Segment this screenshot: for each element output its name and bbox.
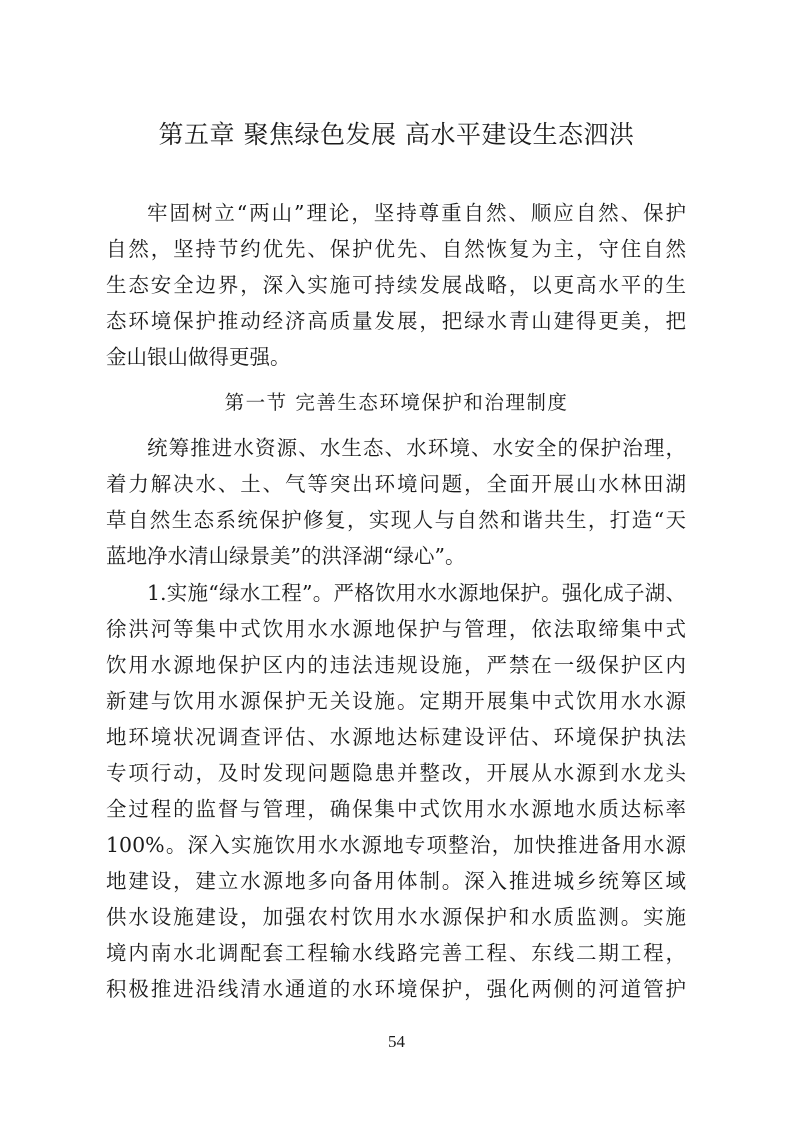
paragraph-line: 统筹推进水资源、水生态、水环境、水安全的保护治理， — [147, 436, 686, 460]
paragraph-line: 供水设施建设，加强农村饮用水水源保护和水质监测。实施 — [106, 905, 686, 929]
section-title: 第一节 完善生态环境保护和治理制度 — [224, 391, 569, 414]
paragraph-line: 生态安全边界，深入实施可持续发展战略，以更高水平的生 — [106, 273, 686, 297]
paragraph-line: 新建与饮用水源保护无关设施。定期开展集中式饮用水水源 — [106, 689, 686, 713]
paragraph-line: 全过程的监督与管理，确保集中式饮用水水源地水质达标率 — [106, 797, 686, 821]
item-1-paragraph — [106, 575, 686, 1007]
page-number: 54 — [388, 1032, 405, 1051]
paragraph-line: 100%。深入实施饮用水水源地专项整治，加快推进备用水源 — [106, 833, 686, 857]
paragraph-line: 态环境保护推动经济高质量发展，把绿水青山建得更美，把 — [106, 309, 686, 333]
paragraph-line: 饮用水源地保护区内的违法违规设施，严禁在一级保护区内 — [106, 653, 686, 677]
paragraph-line: 积极推进沿线清水通道的水环境保护，强化两侧的河道管护 — [106, 977, 686, 1001]
paragraph-line: 金山银山做得更强。 — [106, 345, 291, 369]
paragraph-line: 境内南水北调配套工程输水线路完善工程、东线二期工程， — [106, 941, 686, 965]
paragraph-line: 自然，坚持节约优先、保护优先、自然恢复为主，守住自然 — [106, 237, 686, 261]
paragraph-line: 着力解决水、土、气等突出环境问题，全面开展山水林田湖 — [106, 472, 686, 496]
paragraph-line: 蓝地净水清山绿景美”的洪泽湖“绿心”。 — [106, 544, 466, 568]
paragraph-line: 徐洪河等集中式饮用水水源地保护与管理，依法取缔集中式 — [106, 617, 686, 641]
paragraph-line: 地建设，建立水源地多向备用体制。深入推进城乡统筹区域 — [106, 869, 686, 893]
paragraph-line: 草自然生态系统保护修复，实现人与自然和谐共生，打造“天 — [106, 508, 686, 532]
paragraph-line: 牢固树立“两山”理论，坚持尊重自然、顺应自然、保护 — [147, 201, 686, 225]
chapter-title: 第五章 聚焦绿色发展 高水平建设生态泗洪 — [158, 120, 635, 149]
paragraph-line: 地环境状况调查评估、水源地达标建设评估、环境保护执法 — [106, 725, 686, 749]
section-intro-paragraph — [106, 430, 686, 574]
paragraph-line: 专项行动，及时发现问题隐患并整改，开展从水源到水龙头 — [106, 761, 686, 785]
paragraph-line: 1.实施“绿水工程”。严格饮用水水源地保护。强化成子湖、 — [147, 581, 686, 605]
intro-paragraph — [106, 195, 686, 375]
